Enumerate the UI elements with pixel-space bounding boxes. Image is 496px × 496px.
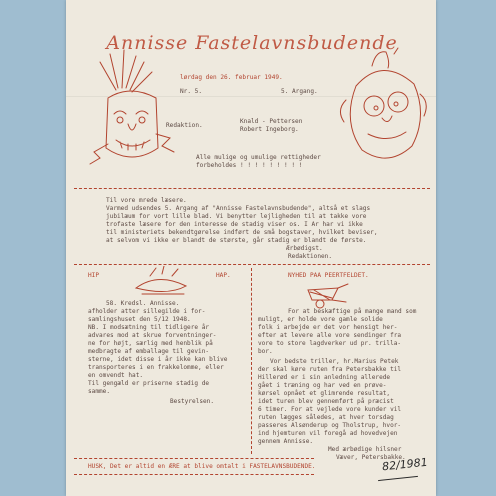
news-line-7: Vor bedste triller, hr.Marius Petek	[270, 358, 399, 365]
news-line-1: For at beskæftige på mange mand som	[288, 308, 417, 315]
newspaper-page	[66, 0, 436, 496]
column-divider	[251, 268, 252, 454]
club-line-4: NB. I modsætning til tidligere år	[88, 324, 210, 331]
caricature-left-illustration	[70, 48, 180, 188]
editor-name-2: Robert Ingeborg.	[240, 126, 299, 133]
intro-line-6: at selvom vi ikke er blandt de største, går stadig er blandt de første.	[106, 237, 367, 244]
news-line-2: muligt, er holde vore gamle solide	[258, 316, 383, 323]
footer-note: HUSK, Det er altid en ÆRE at blive omtalt i FASTELAVNSBUDENDE.	[88, 463, 316, 470]
rights-motto-1: Alle mulige og umulige rettigheder	[196, 154, 321, 161]
club-line-11: Til gengæld er priserne stadig de	[88, 380, 210, 387]
club-line-8: sterne, idet disse i år ikke kan blive	[88, 356, 228, 363]
divider-columns	[74, 264, 430, 265]
wheelbarrow-illustration	[302, 280, 352, 310]
intro-line-3: jubilæum for vort lille blad. Vi benytter lejligheden til at takke vore	[106, 213, 367, 220]
news-line-5: vore to store lagdverker ud pr. trilla-	[258, 340, 402, 347]
hip-label: HIP	[88, 272, 100, 279]
intro-sign-2: Redaktionen.	[288, 253, 333, 260]
club-line-5: advares mod at skrue forventninger-	[88, 332, 217, 339]
club-line-12: samme.	[88, 388, 111, 395]
divider-bottom	[74, 474, 314, 475]
intro-sign-1: Ærbødigst.	[286, 245, 323, 252]
news-line-12: idet turen blev gennemført på præcist	[258, 398, 394, 405]
news-line-4: efter at levere alle vore sendinger fra	[258, 332, 402, 339]
issue-date: lørdag den 26. februar 1949.	[180, 74, 283, 81]
divider-header	[74, 188, 430, 189]
roast-bird-illustration	[128, 266, 198, 300]
volume-number: 5. Argang.	[281, 88, 318, 95]
intro-line-2: Varmed udsendes 5. Argang af "Annisse Fastelavnsbudende", altså et slags	[106, 205, 371, 212]
handwritten-underline	[378, 476, 418, 481]
newspaper-title: Annisse Fastelavnsbudende	[106, 32, 398, 54]
news-line-14: ruten lægges således, at hver torsdag	[258, 414, 394, 421]
news-line-8: der skal køre ruten fra Petersbakke til	[258, 366, 402, 373]
issue-number: Nr. 5.	[180, 88, 203, 95]
news-sign-1: Med ærbødige hilsner	[328, 446, 402, 453]
news-sign-2: Væver, Petersbakke.	[336, 454, 406, 461]
club-line-1: 58. Kredsl. Annisse.	[106, 300, 180, 307]
intro-line-1: Til vore mrede læsere.	[106, 197, 187, 204]
news-line-15: passeres Alsønderup og Tholstrup, hvor-	[258, 422, 402, 429]
divider-footer	[74, 458, 314, 459]
news-line-16: ind hjemturen vil foregå ad hovedvejen	[258, 430, 398, 437]
news-heading: NYHED PAA PEERTFELDET.	[288, 272, 369, 279]
club-sign: Bestyrelsen.	[170, 398, 215, 405]
news-line-3: folk i arbejde er det vor hensigt her-	[258, 324, 398, 331]
news-line-11: kørsel opnået et glimrende resultat,	[258, 390, 391, 397]
intro-line-4: trofaste læsere for den interesse de stadig viser os. I Ar har vi ikke	[106, 221, 363, 228]
news-line-13: 6 timer. For at vejlede vore kunder vil	[258, 406, 402, 413]
club-line-2: afholder atter sillegilde i for-	[88, 308, 206, 315]
editor-name-1: Knald - Pettersen	[240, 118, 303, 125]
club-line-6: ne for højt, særlig med henblik på	[88, 340, 213, 347]
club-line-10: en omvendt hat.	[88, 372, 144, 379]
club-line-9: transporteres i en frakkelomme, eller	[88, 364, 224, 371]
news-line-10: gået i træning og har ved en prøve-	[258, 382, 387, 389]
news-line-17: gennem Annisse.	[258, 438, 314, 445]
club-line-7: medbragte af emballage til gevin-	[88, 348, 210, 355]
hap-label: HAP.	[216, 272, 231, 279]
rights-motto-2: forbeholdes ! ! ! ! ! ! ! ! !	[196, 162, 303, 169]
news-line-9: Hillerød er i sin anledning allerede	[258, 374, 391, 381]
caricature-right-illustration	[332, 46, 432, 176]
intro-line-5: til ministeriets bekendtgørelse indført de små bogstaver, hvilket beviser,	[106, 229, 378, 236]
editorial-label: Redaktion.	[166, 122, 203, 129]
handwritten-archive-number: 82/1981	[381, 455, 429, 474]
news-line-6: bor.	[258, 348, 273, 355]
club-line-3: samlingshuset den 5/12 1948.	[88, 316, 191, 323]
